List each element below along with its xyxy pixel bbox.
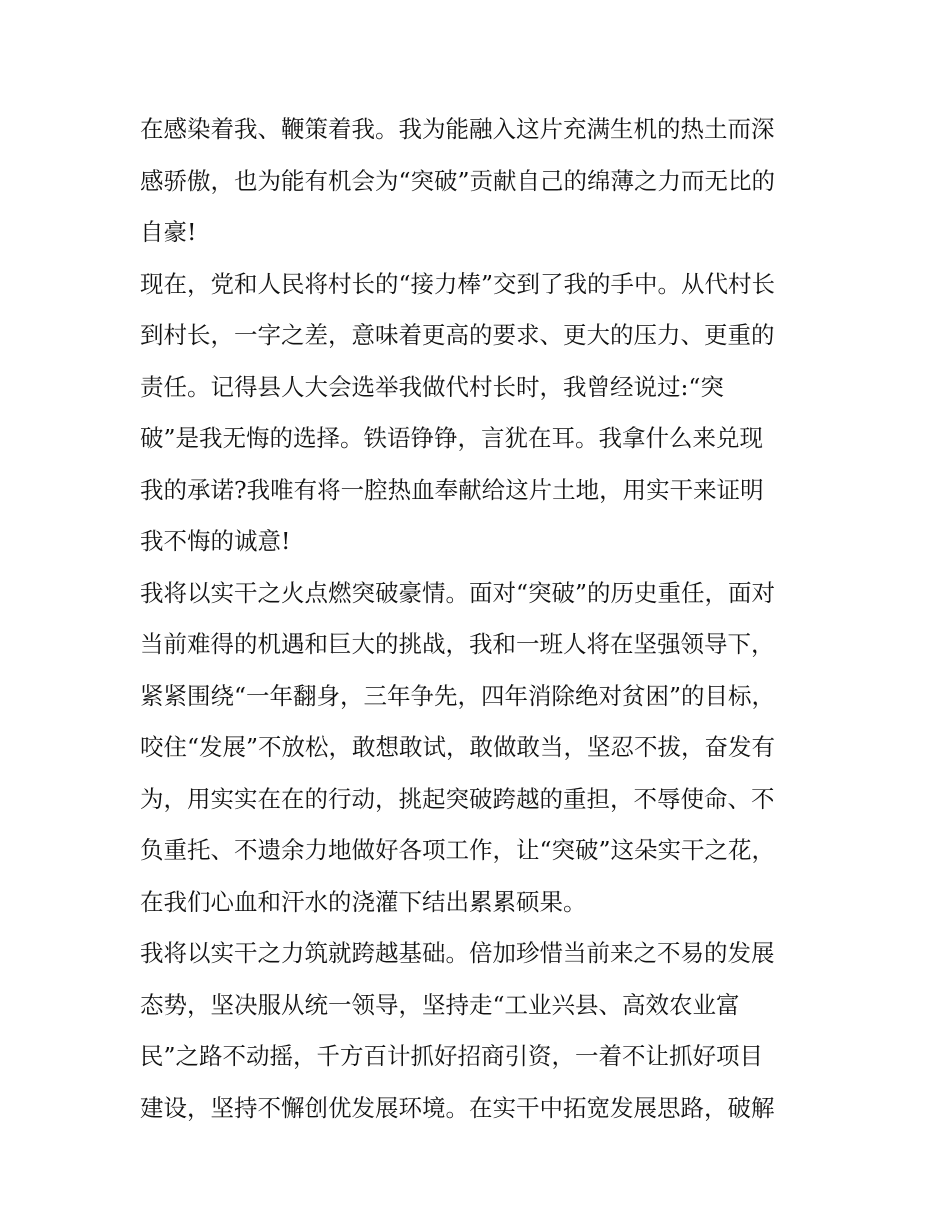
text-line: 态势，坚决服从统一领导，坚持走“工业兴县、高效农业富 — [140, 990, 740, 1019]
text-line: 当前难得的机遇和巨大的挑战，我和一班人将在坚强领导下， — [140, 630, 775, 658]
text-line: 民”之路不动摇，千方百计抓好招商引资，一着不让抓好项目 — [140, 1042, 764, 1070]
text-line: 感骄傲，也为能有机会为“突破”贡献自己的绵薄之力而无比的 — [140, 166, 776, 195]
text-line: 我将以实干之火点燃突破豪情。面对“突破”的历史重任，面对 — [140, 578, 776, 607]
text-line: 破”是我无悔的选择。铁语铮铮，言犹在耳。我拿什么来兑现 — [140, 424, 764, 452]
text-line: 我的承诺?我唯有将一腔热血奉献给这片土地，用实干来证明 — [140, 475, 764, 504]
text-line: 到村长，一字之差，意味着更高的要求、更大的压力、更重的 — [140, 321, 775, 349]
text-line: 负重托、不遗余力地做好各项工作，让“突破”这朵实干之花， — [140, 836, 776, 864]
text-line: 我将以实干之力筑就跨越基础。倍加珍惜当前来之不易的发展 — [140, 939, 775, 967]
text-line: 责任。记得县人大会选举我做代村长时，我曾经说过:“突 — [140, 372, 724, 401]
text-line: 紧紧围绕“一年翻身，三年争先，四年消除绝对贫困”的目标， — [140, 681, 776, 710]
text-line: 在感染着我、鞭策着我。我为能融入这片充满生机的热土而深 — [140, 115, 775, 143]
text-line: 咬住“发展”不放松，敢想敢试，敢做敢当，坚忍不拔，奋发有 — [140, 733, 776, 761]
text-line: 建设，坚持不懈创优发展环境。在实干中拓宽发展思路，破解 — [140, 1093, 775, 1122]
text-line: 自豪! — [140, 218, 197, 246]
text-line: 在我们心血和汗水的浇灌下结出累累硕果。 — [140, 887, 587, 916]
text-line: 为，用实实在在的行动，挑起突破跨越的重担，不辱使命、不 — [140, 784, 775, 813]
text-line: 现在，党和人民将村长的“接力棒”交到了我的手中。从代村长 — [140, 269, 776, 298]
body-text — [140, 104, 820, 1134]
text-line: 我不悔的诚意! — [140, 527, 291, 555]
